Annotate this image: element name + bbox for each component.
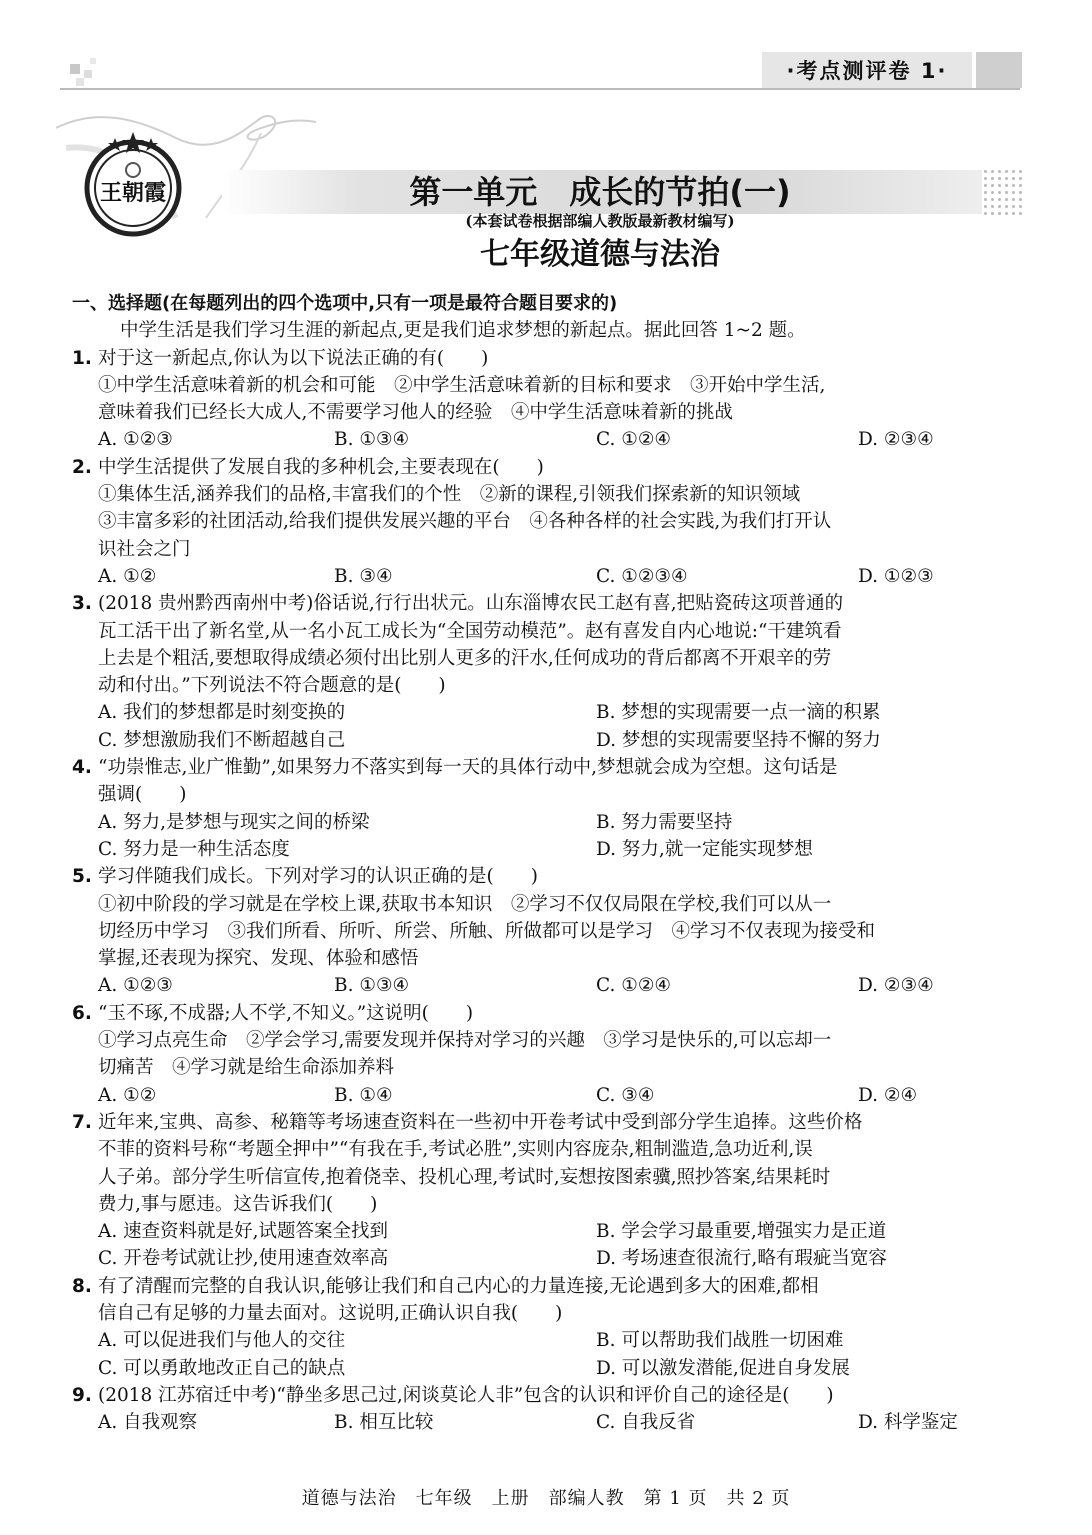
option-row [72,426,1032,453]
question-text: 有了清醒而完整的自我认识,能够让我们和自己内心的力量连接,无论遇到多大的困难,都相 [98,1275,819,1297]
answer-option[interactable]: D. ②④ [858,1084,918,1106]
answer-option[interactable]: C. ①②④ [596,975,672,997]
question-text-line [72,1191,1032,1218]
section-heading: 一、选择题(在每题列出的四个选项中,只有一项是最符合题目要求的) [72,293,618,314]
question-number: 4. [72,757,92,779]
answer-option[interactable]: A. ①②③ [98,975,173,997]
question-text-line [72,781,1032,808]
answer-option[interactable]: C. 梦想激励我们不断超越自己 [98,729,346,751]
option-row [72,1327,1032,1354]
question-text: 近年来,宝典、高参、秘籍等考场速查资料在一些初中开卷考试中受到部分学生追捧。这些价格 [98,1111,863,1133]
question-text: 学习伴随我们成长。下列对学习的认识正确的是( ) [98,866,538,888]
question-text-line [72,1136,1032,1163]
question-text-line [72,372,1032,399]
option-row [72,809,1032,836]
question-text: 切经历中学习 ③我们所看、所听、所尝、所触、所做都可以是学习 ④学习不仅表现为接受和 [98,920,876,942]
question-1 [72,345,1032,454]
question-text-line [72,508,1032,535]
question-text: 识社会之门 [98,538,191,560]
answer-option[interactable]: D. 梦想的实现需要坚持不懈的努力 [596,729,881,751]
answer-option[interactable]: C. ③④ [596,1084,655,1106]
answer-option[interactable]: B. ①③④ [334,429,410,451]
answer-option[interactable]: B. ①③④ [334,975,410,997]
answer-option[interactable]: A. 速查资料就是好,试题答案全找到 [98,1221,389,1243]
question-stem [72,754,1032,781]
question-section [72,290,1032,1436]
answer-option[interactable]: A. ①②③ [98,429,173,451]
question-text: 上去是个粗活,要想取得成绩必须付出比别人更多的汗水,任何成功的背后都离不开艰辛的劳 [98,647,832,669]
answer-option[interactable]: D. ②③④ [858,429,934,451]
unit-title: 第一单元 成长的节拍(一) [409,173,791,211]
question-text-line [72,1054,1032,1081]
question-number: 6. [72,1002,92,1024]
answer-option[interactable]: A. ①② [98,1084,157,1106]
question-text: “功崇惟志,业广惟勤”,如果努力不落实到每一天的具体行动中,梦想就会成为空想。这句话是 [98,757,838,779]
question-9 [72,1382,1032,1437]
option-row [72,1245,1032,1272]
answer-option[interactable]: A. 自我观察 [98,1412,198,1434]
question-list [72,345,1032,1437]
page-footer: 道德与法治 七年级 上册 部编人教 第 1 页 共 2 页 [301,1488,791,1509]
answer-option[interactable]: A. 我们的梦想都是时刻变换的 [98,702,346,724]
question-text: 切痛苦 ④学习就是给生命添加养料 [98,1057,395,1079]
question-number: 2. [72,456,92,478]
answer-option[interactable]: D. 可以激发潜能,促进自身发展 [596,1357,850,1379]
question-2 [72,454,1032,590]
question-text: ③丰富多彩的社团活动,给我们提供发展兴趣的平台 ④各种各样的社会实践,为我们打开认 [98,511,832,533]
question-number: 7. [72,1111,92,1133]
answer-option[interactable]: B. 相互比较 [334,1412,434,1434]
option-row [72,836,1032,863]
question-text-line [72,481,1032,508]
question-number: 1. [72,347,92,369]
answer-option[interactable]: D. ①②③ [858,565,934,587]
question-text: 对于这一新起点,你认为以下说法正确的有( ) [98,347,489,369]
question-text-line [72,1027,1032,1054]
question-text-line [72,1300,1032,1327]
question-number: 3. [72,593,92,615]
tab-end-block [976,52,1022,88]
question-text-line [72,1164,1032,1191]
question-text-line [72,645,1032,672]
header-divider [60,88,1020,90]
question-text: 中学生活提供了发展自我的多种机会,主要表现在( ) [98,456,544,478]
answer-option[interactable]: B. ①④ [334,1084,393,1106]
exam-tab-label: ·考点测评卷 1· [762,52,972,88]
question-text: 瓦工活干出了新名堂,从一名小瓦工成长为“全国劳动模范”。赵有喜发自内心地说:“干建筑看 [98,620,842,642]
question-number: 5. [72,866,92,888]
answer-option[interactable]: D. 努力,就一定能实现梦想 [596,838,813,860]
answer-option[interactable]: B. 梦想的实现需要一点一滴的积累 [596,702,881,724]
question-stem [72,454,1032,481]
answer-option[interactable]: D. 考场速查很流行,略有瑕疵当宽容 [596,1248,887,1270]
question-text-line [72,618,1032,645]
question-8 [72,1273,1032,1382]
question-text: (2018 江苏宿迁中考)“静坐多思己过,闲谈莫论人非”包含的认识和评价自己的途径是( ) [98,1384,834,1406]
option-row [72,1082,1032,1109]
question-text: 强调( ) [98,784,187,806]
question-text-line [72,891,1032,918]
edition-note: (本套试卷根据部编人教版最新教材编写) [465,212,735,230]
question-text-line [72,536,1032,563]
option-row [72,727,1032,754]
question-5 [72,863,1032,999]
question-stem [72,1382,1032,1409]
question-stem [72,1273,1032,1300]
option-row [72,972,1032,999]
question-text-line [72,672,1032,699]
question-text: ①中学生活意味着新的机会和可能 ②中学生活意味着新的目标和要求 ③开始中学生活, [98,374,826,396]
dot-pattern [982,168,1024,216]
question-text: “玉不琢,不成器;人不学,不知义。”这说明( ) [98,1002,474,1024]
question-text: ①学习点亮生命 ②学会学习,需要发现并保持对学习的兴趣 ③学习是快乐的,可以忘却一 [98,1030,832,1052]
answer-option[interactable]: C. ①②④ [596,429,672,451]
answer-option[interactable]: C. 努力是一种生活态度 [98,838,290,860]
question-text: 不菲的资料号称“考题全押中”“有我在手,考试必胜”,实则内容庞杂,粗制滥造,急功近利,误 [98,1139,813,1161]
answer-option[interactable]: B. 可以帮助我们战胜一切困难 [596,1330,844,1352]
answer-option[interactable]: C. 自我反省 [596,1412,696,1434]
option-row [72,1355,1032,1382]
question-text: ①集体生活,涵养我们的品格,丰富我们的个性 ②新的课程,引领我们探索新的知识领域 [98,484,801,506]
question-text: 人子弟。部分学生听信宣传,抱着侥幸、投机心理,考试时,妄想按图索骥,照抄答案,结果耗时 [98,1166,831,1188]
question-text-line [72,399,1032,426]
question-stem [72,1109,1032,1136]
question-text: 动和付出。”下列说法不符合题意的是( ) [98,675,446,697]
answer-option[interactable]: A. 努力,是梦想与现实之间的桥梁 [98,811,370,833]
answer-option[interactable]: D. 科学鉴定 [858,1412,958,1434]
question-number: 9. [72,1384,92,1406]
answer-option[interactable]: A. ①② [98,565,157,587]
answer-option[interactable]: B. 学会学习最重要,增强实力是正道 [596,1221,887,1243]
answer-option[interactable]: C. 开卷考试就让抄,使用速查效率高 [98,1248,389,1270]
grade-subject-title: 七年级道德与法治 [480,237,720,272]
question-text-line [72,945,1032,972]
answer-option[interactable]: B. ③④ [334,565,393,587]
question-text: 信自己有足够的力量去面对。这说明,正确认识自我( ) [98,1302,563,1324]
option-row [72,1218,1032,1245]
question-stem [72,863,1032,890]
question-text-line [72,918,1032,945]
question-text: 意味着我们已经长大成人,不需要学习他人的经验 ④中学生活意味着新的挑战 [98,402,733,424]
section-intro: 中学生活是我们学习生涯的新起点,更是我们追求梦想的新起点。据此回答 1~2 题。 [120,320,806,342]
question-number: 8. [72,1275,92,1297]
option-row [72,1409,1032,1436]
question-4 [72,754,1032,863]
publisher-logo [78,128,188,238]
option-row [72,699,1032,726]
question-text: ①初中阶段的学习就是在学校上课,获取书本知识 ②学习不仅仅局限在学校,我们可以从一 [98,893,832,915]
question-text: (2018 贵州黔西南州中考)俗话说,行行出状元。山东淄博农民工赵有喜,把贴瓷砖这项普通的 [98,593,844,615]
question-stem [72,345,1032,372]
answer-option[interactable]: A. 可以促进我们与他人的交往 [98,1330,346,1352]
question-3 [72,590,1032,754]
answer-option[interactable]: B. 努力需要坚持 [596,811,733,833]
option-row [72,563,1032,590]
answer-option[interactable]: D. ②③④ [858,975,934,997]
answer-option[interactable]: C. ①②③④ [596,565,688,587]
answer-option[interactable]: C. 可以勇敢地改正自己的缺点 [98,1357,346,1379]
question-text: 费力,事与愿违。这告诉我们( ) [98,1193,378,1215]
question-stem [72,590,1032,617]
question-6 [72,1000,1032,1109]
question-text: 掌握,还表现为探究、发现、体验和感悟 [98,948,419,970]
question-stem [72,1000,1032,1027]
svg-text:王朝霞: 王朝霞 [99,180,167,206]
question-7 [72,1109,1032,1273]
